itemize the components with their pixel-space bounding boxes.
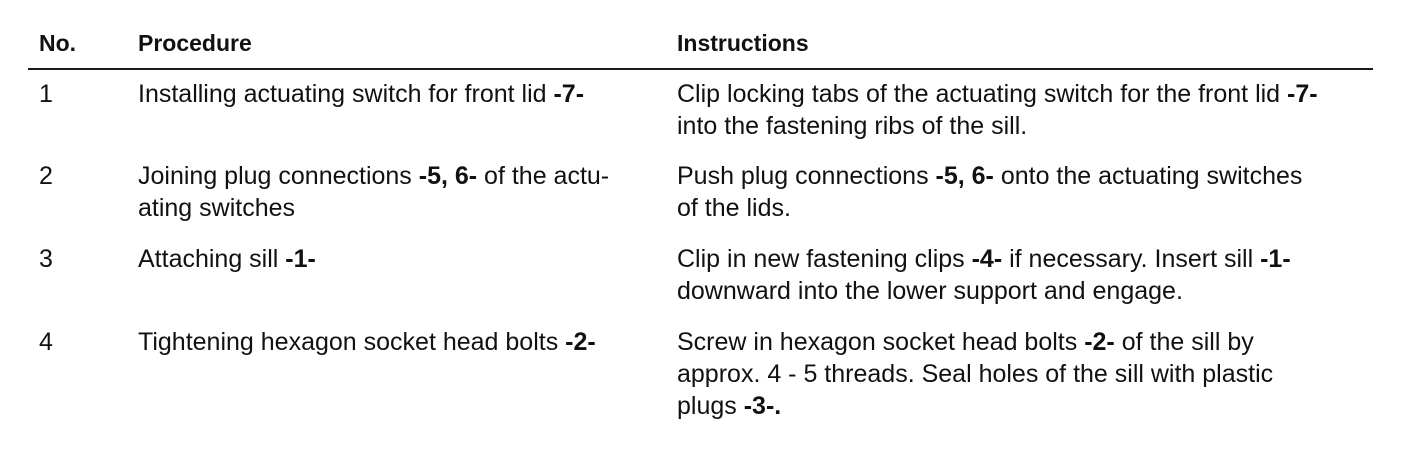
item-reference: -7- bbox=[1287, 80, 1318, 108]
text-run: Attaching sill bbox=[138, 245, 286, 273]
item-reference: -5, 6- bbox=[935, 162, 994, 190]
instructions-line bbox=[677, 110, 1367, 142]
header-instructions: Instructions bbox=[677, 30, 809, 56]
instructions-line bbox=[677, 275, 1367, 307]
instructions-cell bbox=[677, 78, 1367, 142]
text-run: of the actu- bbox=[477, 162, 610, 190]
table-header bbox=[28, 26, 1373, 70]
instructions-cell bbox=[677, 326, 1367, 422]
step-number: 3 bbox=[39, 245, 53, 273]
step-number: 2 bbox=[39, 162, 53, 190]
instructions-line bbox=[677, 390, 1367, 422]
procedure-line bbox=[138, 160, 658, 192]
text-run: Push plug connections bbox=[677, 162, 936, 190]
table-row bbox=[28, 243, 1373, 326]
table-row bbox=[28, 78, 1373, 160]
step-number: 4 bbox=[39, 328, 53, 356]
item-reference: -5, 6- bbox=[418, 162, 478, 190]
text-run: of the lids. bbox=[677, 194, 791, 222]
text-run: ating switches bbox=[138, 194, 296, 222]
instructions-line bbox=[677, 243, 1367, 275]
procedure-cell bbox=[138, 160, 658, 224]
text-run: of the sill by bbox=[1114, 328, 1254, 356]
header-no: No. bbox=[39, 30, 77, 56]
text-run: approx. 4 - 5 threads. Seal holes of the sill with plastic bbox=[677, 360, 1274, 388]
instructions-line bbox=[677, 326, 1367, 358]
text-run: Screw in hexagon socket head bolts bbox=[677, 328, 1085, 356]
item-reference: -2- bbox=[1084, 328, 1115, 356]
procedure-cell bbox=[138, 243, 658, 275]
procedure-line bbox=[138, 78, 658, 110]
procedure-cell bbox=[138, 326, 658, 358]
procedure-table bbox=[28, 26, 1373, 420]
step-number: 1 bbox=[39, 80, 53, 108]
instructions-line bbox=[677, 192, 1367, 224]
procedure-cell bbox=[138, 78, 658, 110]
text-run: Installing actuating switch for front lid bbox=[138, 80, 554, 108]
header-procedure: Procedure bbox=[138, 30, 252, 56]
item-reference: -1- bbox=[285, 245, 316, 273]
text-run: downward into the lower support and engage. bbox=[677, 277, 1183, 305]
item-reference: -1- bbox=[1260, 245, 1291, 273]
instructions-cell bbox=[677, 243, 1367, 307]
procedure-line bbox=[138, 326, 658, 358]
text-run: Joining plug connections bbox=[138, 162, 419, 190]
text-run: if necessary. Insert sill bbox=[1002, 245, 1261, 273]
text-run: onto the actuating switches bbox=[993, 162, 1303, 190]
text-run: Clip locking tabs of the actuating switch for the front lid bbox=[677, 80, 1288, 108]
item-reference: -3-. bbox=[743, 392, 782, 420]
procedure-line bbox=[138, 243, 658, 275]
procedure-line bbox=[138, 192, 658, 224]
text-run: Tightening hexagon socket head bolts bbox=[138, 328, 566, 356]
text-run: into the fastening ribs of the sill. bbox=[677, 112, 1028, 140]
instructions-line bbox=[677, 160, 1367, 192]
text-run: plugs bbox=[677, 392, 744, 420]
item-reference: -2- bbox=[565, 328, 596, 356]
text-run: Clip in new fastening clips bbox=[677, 245, 972, 273]
table-row bbox=[28, 326, 1373, 436]
table-row bbox=[28, 160, 1373, 243]
item-reference: -4- bbox=[971, 245, 1003, 273]
item-reference: -7- bbox=[553, 80, 585, 108]
instructions-line bbox=[677, 78, 1367, 110]
instructions-cell bbox=[677, 160, 1367, 224]
instructions-line bbox=[677, 358, 1367, 390]
